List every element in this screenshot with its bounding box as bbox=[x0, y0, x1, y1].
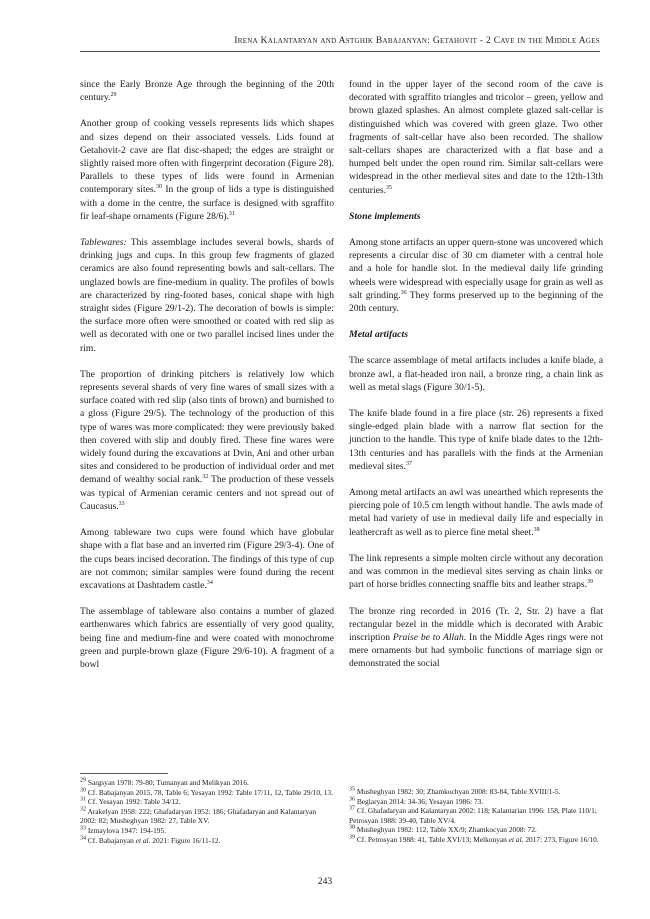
footnote: $^{37}$ Cf. Ghafadaryan and Kalantaryan 2002: 118; Kalantarian 1996: 158, Plate 110/1; Petrosyan 1988: 39-40, Table XV/4. bbox=[349, 805, 597, 825]
footnote: $^{35}$ Musheghyan 1982: 30; Zhamkochyan 2008: 83-84, Table XVIII/1-5. bbox=[349, 786, 561, 796]
page-number: 243 bbox=[317, 876, 333, 887]
paragraph: The bronze ring recorded in 2016 (Tr. 2, Str. 2) have a flat rectangular bezel in the middle which is decorated with Arabic inscription Praise be to Allah. In the Middle Ages rings were not mere ornaments but had symbolic functions of marriage sign or demonstrated the social bbox=[349, 605, 604, 670]
footnote-number: 29 bbox=[80, 777, 86, 784]
footnote-ref: 32 bbox=[202, 474, 209, 481]
paragraph: Among tableware two cups were found which have globular shape with a flat base and an inverted rim (Figure 29/3-4). One of the cups bears incised decoration. The findings of this type of cup are not common; similar samples were found during the recent excavations at Dashtadem castle.$^{34}$ bbox=[80, 527, 334, 591]
footnote-number: 33 bbox=[80, 825, 86, 832]
footnote-number: 39 bbox=[349, 834, 355, 841]
footnote: $^{33}$ Izmaylova 1947: 194-195. bbox=[80, 825, 167, 835]
footnote-ref: 38 bbox=[533, 526, 540, 533]
paragraph: found in the upper layer of the second room of the cave is decorated with sgraffito triangles and tricolor – green, yellow and brown glazed splashes. An almost complete glazed salt-cellar is distinguished which was covered with green glaze. Two other fragments of salt-cellar have also been recorded. The shallow salt-cellars shapes are characterized with a flat base and a humped belt under the open round rim. Similar salt-cellars were widespread in the other medieval sites and date to the 12th-13th centuries.$^{35}$ bbox=[349, 79, 603, 196]
footnote-number: 35 bbox=[349, 786, 355, 793]
paragraph: Among metal artifacts an awl was unearthed which represents the piercing pole of 10.5 cm length without handle. The awls made of metal had variety of use in medieval daily life and especially in leathercraft as well as to pierce fine metal sheet.$^{38}$ bbox=[349, 487, 603, 538]
left-column bbox=[80, 78, 334, 684]
paragraph: The scarce assemblage of metal artifacts includes a knife blade, a bronze awl, a flat-headed iron nail, a bronze ring, a chain link as well as metal slags (Figure 30/1-5). bbox=[349, 355, 603, 393]
footnote-ref: 36 bbox=[400, 289, 407, 296]
paragraph: Among stone artifacts an upper quern-stone was uncovered which represents a circular disc of 30 cm diameter with a central hole and a hole for handle slot. In the medieval daily life grinding wheels were widespread with especially usage for grain as well as salt grinding.$^{36}$ They forms preserved up to the beginning of the 20th century. bbox=[349, 237, 603, 315]
footnote: $^{39}$ Cf. Petrosyan 1988: 41, Table XVI/13; Melkonyan et al. 2017: 273, Figure 16/10. bbox=[349, 834, 599, 844]
footnote-number: 38 bbox=[349, 824, 355, 831]
paragraph: Another group of cooking vessels represents lids which shapes and sizes depend on their associated vessels. Lids found at Getahovit-2 cave are flat disc-shaped; the edges are straight or slightly raised more often with fingerprint decoration (Figure 28). Parallels to these types of lids were found in Armenian contemporary sites.$^{30}$ In the group of lids a type is distinguished with a dome in the centre, the surface is designed with sgraffito fir leaf-shape ornaments (Figure 28/6).$^{31}$ bbox=[80, 118, 334, 222]
footnote: $^{34}$ Cf. Babajanyan et al. 2021: Figure 16/11-12. bbox=[80, 835, 221, 845]
paragraph: The assemblage of tableware also contains a number of glazed earthenwares which fabrics are essentially of very good quality, being fine and medium-fine and were coated with monochrome green and purple-brown glaze (Figure 29/6-10). A fragment of a bowl bbox=[80, 606, 334, 670]
paragraph: Tablewares: This assemblage includes several bowls, shards of drinking jugs and cups. In this group few fragments of glazed ceramics are also found representing bowls and salt-cellars. The unglazed bowls are fine-medium in quality. The profiles of bowls are characterized by ring-footed bases, conical shape with high straight sides (Figure 29/1-2). The decoration of bowls is simple: the surface more often were smoothed or coated with red slip as well as decorated with one or two parallel incised lines under the rim. bbox=[80, 237, 334, 354]
header-rule bbox=[80, 51, 600, 52]
footnote-rule bbox=[80, 773, 168, 774]
footnote-ref: 37 bbox=[406, 460, 413, 467]
footnote-number: 31 bbox=[80, 796, 86, 803]
paragraph: The link represents a simple molten circle without any decoration and was common in the medieval sites serving as chain links or part of horse bridles connecting snaffle bits and leather straps.$^{39}$ bbox=[349, 552, 603, 591]
footnotes-left bbox=[80, 778, 334, 845]
paragraph: since the Early Bronze Age through the beginning of the 20th century.$^{29}$ bbox=[80, 79, 334, 104]
section-heading: Stone implements bbox=[349, 210, 421, 222]
footnote: $^{32}$ Arakelyan 1958: 222; Ghafadaryan 1952: 186; Ghafadaryan and Kalantaryan 2002: 82; Musheghyan 1982: 27, Table XV. bbox=[80, 806, 317, 826]
section-heading: Metal artifacts bbox=[349, 329, 409, 341]
footnote-number: 36 bbox=[349, 796, 355, 803]
footnote-ref: 30 bbox=[156, 184, 163, 191]
footnote-number: 32 bbox=[80, 806, 86, 813]
running-header: Irena Kalantaryan and Astghik Babajanyan: Getahovit - 2 Cave in the Middle Ages bbox=[234, 36, 600, 46]
footnotes-right bbox=[349, 787, 603, 845]
footnote: $^{29}$ Sargsyan 1978: 79-80; Tumanyan and Melikyan 2016. bbox=[80, 777, 249, 787]
footnote-number: 37 bbox=[349, 805, 355, 812]
footnote-number: 34 bbox=[80, 835, 86, 842]
paragraph: The knife blade found in a fire place (str. 26) represents a fixed single-edged plain blade with a narrow flat section for the junction to the handle. This type of knife blade dates to the 12th-13th centuries and has parallels with the finds at the Armenian medieval sites.$^{37}$ bbox=[349, 408, 603, 472]
footnote: $^{36}$ Beglaryan 2014: 34-36; Yesayan 1986: 73. bbox=[349, 796, 484, 806]
right-column bbox=[349, 78, 603, 684]
footnote-ref: 35 bbox=[386, 184, 393, 191]
footnote: $^{31}$ Cf. Yesayan 1992: Table 34/12. bbox=[80, 796, 181, 807]
footnote: $^{30}$ Cf. Babajanyan 2015, 78, Table 6; Yesayan 1992: Table 17/11, 12, Table 29/10, 13. bbox=[80, 787, 333, 797]
footnote-ref: 29 bbox=[110, 92, 117, 99]
footnote: $^{38}$ Musheghyan 1982: 112, Table XX/9; Zhamkocyan 2008: 72. bbox=[349, 824, 537, 835]
footnote-number: 30 bbox=[80, 787, 86, 794]
paragraph: The proportion of drinking pitchers is relatively low which represents several shards of very fine wares of small sizes with a surface coated with red slip (also tints of brown) and burnished to a gloss (Figure 29/5). The technology of the production of this type of wares was more complicated: they were previously baked then covered with slip and doubly fired. These fine wares were widely found during the excavations at Dvin, Ani and other urban sites and considered to be production of individual order and met demand of wealthy social rank.$^{32}$ The production of these vessels was typical of Armenian ceramic centers and not spread out of Caucasus.$^{33}$ bbox=[80, 368, 334, 512]
footnote-ref: 33 bbox=[118, 500, 125, 507]
footnote-ref: 34 bbox=[206, 579, 213, 586]
footnote-ref: 31 bbox=[228, 210, 235, 217]
footnote-ref: 39 bbox=[587, 579, 593, 586]
